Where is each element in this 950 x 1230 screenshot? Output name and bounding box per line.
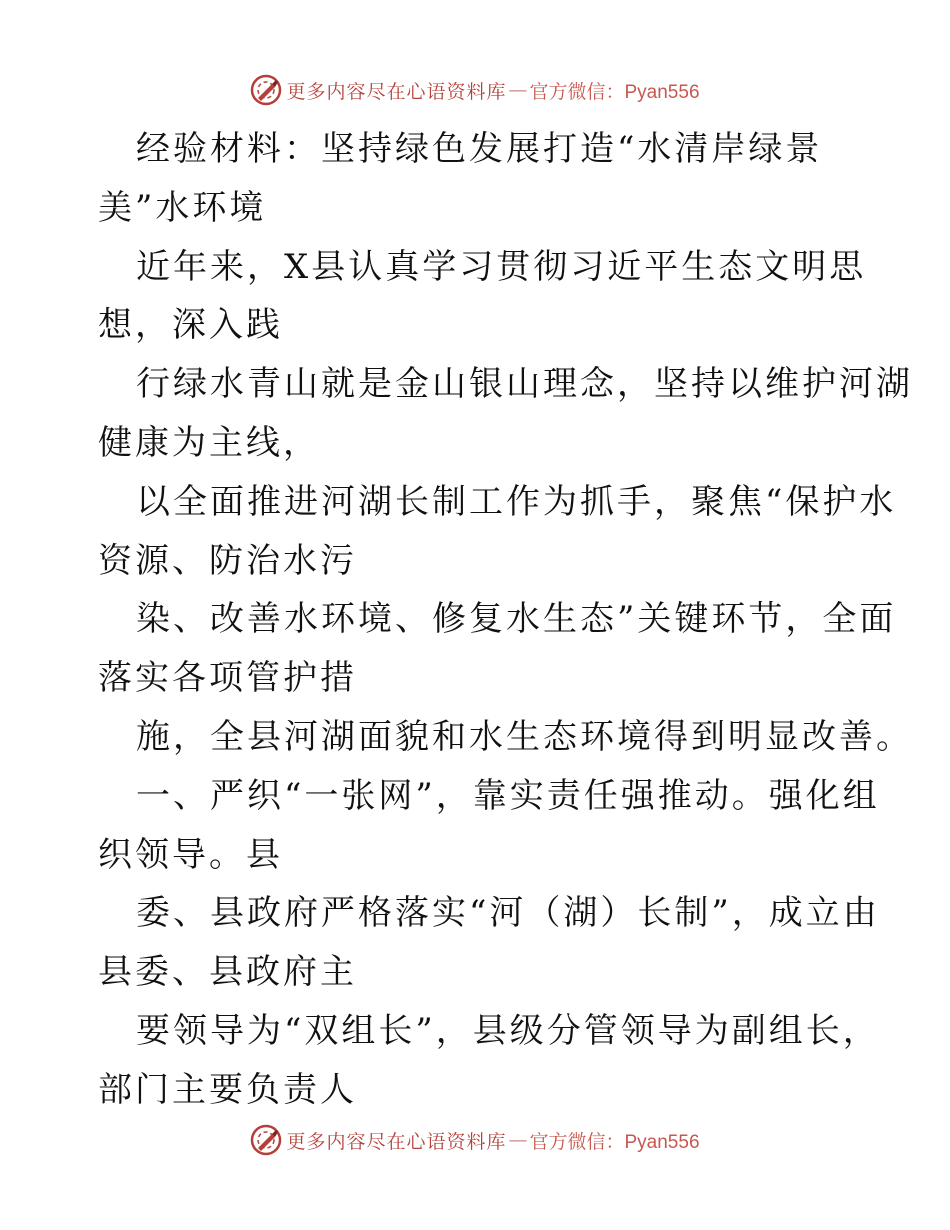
watermark-wechat-text: 官方微信：Pyan556 <box>529 81 700 103</box>
text-line: 健康为主线， <box>98 422 320 463</box>
text-line: 资源、防治水污 <box>98 540 357 581</box>
watermark-main-text: 更多内容尽在心语资料库 <box>286 80 507 103</box>
text-line: 行绿水青山就是金山银山理念，坚持以维护河湖 <box>136 364 913 405</box>
text-line: 染、改善水环境、修复水生态”关键环节，全面 <box>136 599 897 640</box>
text-line: 委、县政府严格落实“河（湖）长制”，成立由 <box>136 893 880 934</box>
brand-logo-icon <box>250 1124 282 1156</box>
text-line: 想，深入践 <box>98 305 283 346</box>
watermark-header <box>0 70 950 110</box>
document-body <box>98 120 913 1120</box>
text-line: 织领导。县 <box>98 834 283 875</box>
watermark-wechat-text: 官方微信：Pyan556 <box>529 1131 700 1153</box>
text-line: 落实各项管护措 <box>98 658 357 699</box>
watermark-separator: — <box>508 79 528 101</box>
watermark-main-text: 更多内容尽在心语资料库 <box>286 1130 507 1153</box>
text-line: 以全面推进河湖长制工作为抓手，聚焦“保护水 <box>136 481 897 522</box>
text-line: 县委、县政府主 <box>98 952 357 993</box>
text-line: 部门主要负责人 <box>98 1069 357 1110</box>
watermark-separator: — <box>508 1129 528 1151</box>
brand-logo-icon <box>250 74 282 106</box>
text-line: 一、严织“一张网”，靠实责任强推动。强化组 <box>136 775 880 816</box>
watermark-footer <box>0 1120 950 1160</box>
text-line: 近年来，X县认真学习贯彻习近平生态文明思 <box>136 246 867 287</box>
text-line: 美”水环境 <box>98 187 267 228</box>
text-line: 经验材料：坚持绿色发展打造“水清岸绿景 <box>136 129 823 169</box>
text-line: 要领导为“双组长”，县级分管领导为副组长， <box>136 1010 880 1051</box>
text-line: 施，全县河湖面貌和水生态环境得到明显改善。 <box>136 716 913 757</box>
